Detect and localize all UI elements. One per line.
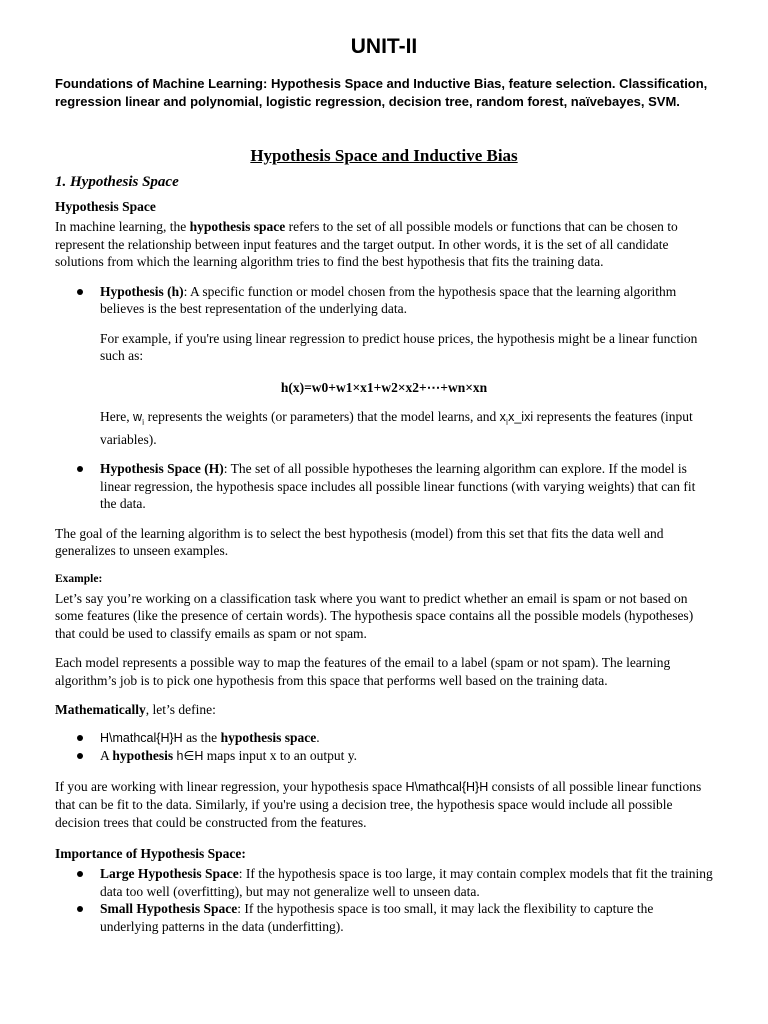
definition-text: as the: [182, 729, 221, 745]
hypothesis-space-heading: Hypothesis Space: [55, 199, 156, 214]
hypothesis-space-bullets: [55, 460, 713, 513]
definition-item: [55, 747, 713, 766]
section-title: Hypothesis Space and Inductive Bias: [250, 146, 518, 165]
linear-regression-symbol: H\mathcal{H}H: [405, 779, 489, 794]
bullet-hypothesis-space-text: : The set of all possible hypotheses the learning algorithm can explore. If the model is linear regression, the hypothesis space includes all possible linear functions (with varying weights) that can fit the data.: [100, 461, 696, 512]
definition-list: [55, 729, 713, 766]
example-paragraph: Let’s say you’re working on a classification task where you want to predict whether an email is spam or not based on some features (like the presence of certain words). The hypothesis space contains all the possible models (hypotheses) that could be used to classify emails as spam or not spam.: [55, 590, 694, 641]
definition-item: [55, 729, 713, 748]
hypothesis-formula: h(x)=w0+w1×x1+w2×x2+⋯+wn×xn: [280, 379, 488, 395]
definition-term: hypothesis: [112, 748, 174, 764]
definition-symbol: H\mathcal{H}H: [100, 730, 183, 745]
features-alt-text: x_ixi: [508, 409, 534, 424]
importance-item: [55, 900, 713, 935]
weights-text-post: represents the features (input variables).: [100, 408, 693, 447]
definition-end: .: [316, 729, 320, 745]
mathematically-text: , let’s define:: [145, 702, 216, 718]
features-symbol: x: [499, 409, 506, 424]
weights-text-pre: Here,: [100, 408, 133, 424]
intro-text-pre: In machine learning, the: [55, 219, 190, 234]
importance-term: Large Hypothesis Space: [100, 866, 239, 882]
linear-regression-text-pre: If you are working with linear regression, your hypothesis space: [55, 778, 406, 794]
syllabus-summary: Foundations of Machine Learning: Hypothesis Space and Inductive Bias, feature selection. Classification, regression linear and polynomial, logistic regression, decision tree, random forest, naïvebayes, SVM.: [55, 76, 708, 109]
example-label: Example:: [55, 572, 103, 585]
weights-symbol: w: [132, 409, 143, 424]
linear-example-paragraph: For example, if you're using linear regression to predict house prices, the hypothesis might be a linear function such as:: [100, 330, 698, 363]
hypothesis-bullets: [55, 283, 713, 318]
definition-end: maps input x to an output y.: [203, 748, 358, 764]
bullet-hypothesis: [55, 283, 713, 318]
bullet-hypothesis-space: [55, 460, 713, 513]
bullet-hypothesis-text: : A specific function or model chosen from the hypothesis space that the learning algorithm believes is the best representation of the underlying data.: [100, 283, 677, 316]
importance-text: : If the hypothesis space is too small, it may lack the flexibility to capture the underlying patterns in the data (underfitting).: [100, 901, 654, 934]
intro-term: hypothesis space: [189, 219, 286, 234]
weights-paragraph: [55, 408, 713, 449]
importance-item: [55, 865, 713, 900]
linear-regression-text-post: consists of all possible linear functions that can be fit to the data. Similarly, if you're using a decision tree, the hypothesis space would include all possible decision trees that could be constructed from the features.: [55, 778, 702, 830]
intro-text-post: refers to the set of all possible models or functions that can be chosen to represent the relationship between input features and the target output. In other words, it is the set of all candidate solutions from which the learning algorithm tries to find the best hypothesis that fits the training data.: [55, 219, 678, 269]
weights-subscript: i: [142, 417, 145, 427]
importance-heading: Importance of Hypothesis Space:: [55, 846, 246, 862]
definition-term: hypothesis space: [220, 729, 317, 745]
intro-paragraph: [55, 218, 713, 271]
definition-symbol: h∈H: [176, 749, 204, 764]
linear-regression-paragraph: [55, 778, 713, 832]
importance-text: : If the hypothesis space is too large, it may contain complex models that fit the training data too well (overfitting), but may not generalize well to unseen data.: [100, 866, 713, 899]
bullet-hypothesis-space-term: Hypothesis Space (H): [100, 461, 224, 477]
goal-paragraph: The goal of the learning algorithm is to select the best hypothesis (model) from this set that fits the data well and generalizes to unseen examples.: [55, 525, 664, 559]
definition-text: A: [100, 748, 113, 764]
weights-text-mid: represents the weights (or parameters) that the model learns, and: [144, 408, 500, 424]
bullet-hypothesis-term: Hypothesis (h): [100, 283, 184, 299]
unit-title: UNIT-II: [350, 35, 418, 58]
features-subscript: i: [505, 417, 509, 427]
subsection-title: 1. Hypothesis Space: [55, 174, 179, 190]
each-model-paragraph: Each model represents a possible way to map the features of the email to a label (spam or not spam). The learning algorithm’s job is to pick one hypothesis from this space that performs well based on the training data.: [55, 655, 671, 688]
importance-term: Small Hypothesis Space: [100, 901, 238, 917]
mathematically-paragraph: [55, 701, 713, 719]
mathematically-term: Mathematically: [55, 702, 146, 718]
importance-list: [55, 865, 713, 935]
